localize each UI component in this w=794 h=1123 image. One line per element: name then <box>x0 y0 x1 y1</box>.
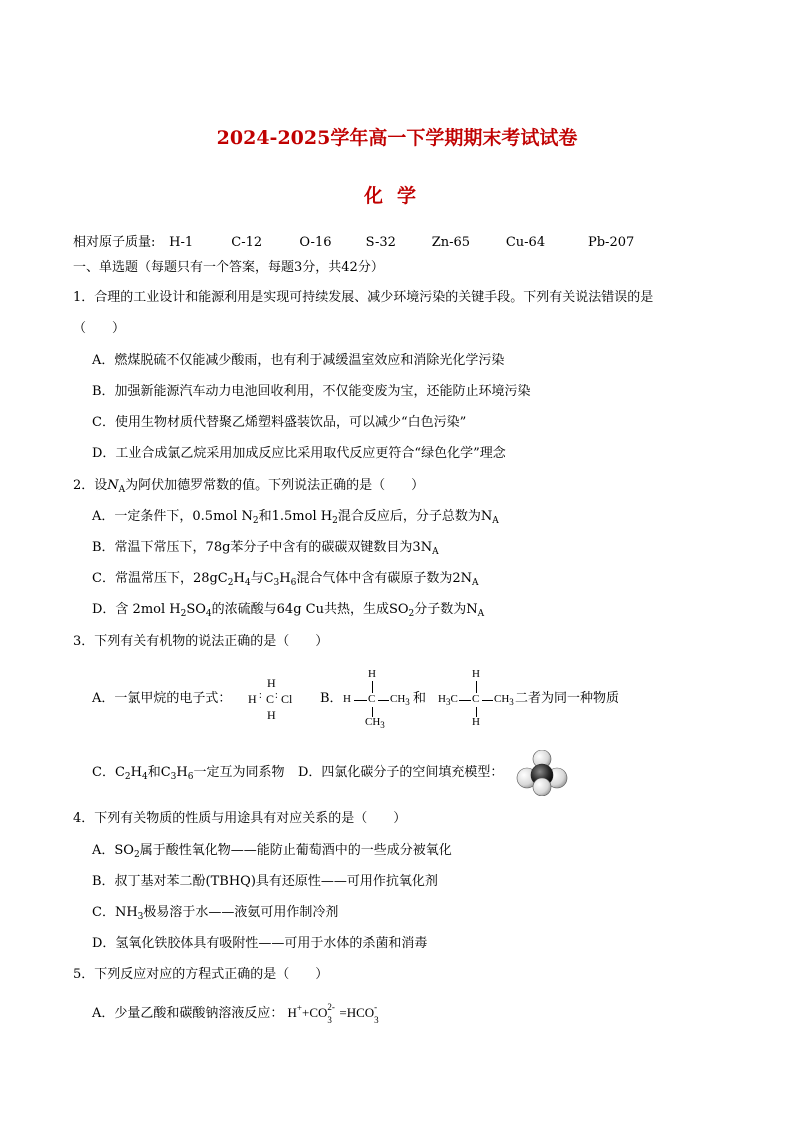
mass-item: Cu-64 <box>505 235 546 250</box>
q5-option-a <box>92 999 382 1023</box>
atom: C <box>368 693 376 705</box>
text: 分子数为N <box>414 602 478 617</box>
question-3-stem: 3．下列有关有机物的说法正确的是（ ） <box>73 634 329 649</box>
text: A．少量乙酸和碳酸钠溶液反应： <box>92 1006 284 1021</box>
structural-formula-2 <box>438 668 518 730</box>
bond <box>482 700 493 701</box>
q2-pre: 2．设 <box>73 478 108 493</box>
atom-cl: Cl <box>281 692 293 706</box>
text: A．SO <box>92 843 134 858</box>
mass-item: S-32 <box>365 235 396 250</box>
text: 和C <box>147 765 171 780</box>
q3-option-a-label: A．一氯甲烷的电子式： <box>92 691 232 706</box>
bond <box>372 681 373 693</box>
sub-sup-stack <box>327 1002 339 1025</box>
q3-option-b-tail: 二者为同一种物质 <box>515 691 620 706</box>
text: C．常温常压下，28gC <box>92 571 228 586</box>
sub-sup-stack <box>374 1002 382 1025</box>
subscript: 3 <box>170 772 177 782</box>
text: H <box>233 571 245 586</box>
q2-option-c <box>92 570 479 592</box>
space-filling-model-image <box>516 750 568 796</box>
subscript: A <box>492 516 499 526</box>
bond <box>459 700 471 701</box>
group-h3c: $H_3C$ <box>438 693 458 707</box>
subscript: A <box>432 547 439 557</box>
subscript: 2 <box>408 609 415 619</box>
q3-option-b-label: B． <box>320 691 343 706</box>
mass-item: H-1 <box>169 235 194 250</box>
answer-paren: （ ） <box>73 321 126 336</box>
group-ch3: $CH_3$ <box>390 693 410 707</box>
question-4-stem: 4．下列有关物质的性质与用途具有对应关系的是（ ） <box>73 811 407 826</box>
bond <box>378 700 389 701</box>
text: H <box>130 765 142 780</box>
q2-option-a <box>92 508 499 530</box>
text: 极易溶于水——液氨可用作制冷剂 <box>143 905 339 920</box>
atom-c: C <box>266 692 275 706</box>
atom: H <box>472 668 480 680</box>
subscript: 3 <box>273 578 280 588</box>
question-2-stem <box>73 477 424 499</box>
subject-title: 化学 <box>363 185 430 207</box>
text: 混合气体中含有碳原子数为2N <box>296 571 472 586</box>
mass-item: Pb-207 <box>587 235 635 250</box>
q2-option-b <box>92 539 439 561</box>
atom-h: H <box>267 676 276 690</box>
atom-h: H <box>248 692 257 706</box>
text: H <box>176 765 188 780</box>
question-5-stem: 5．下列反应对应的方程式正确的是（ ） <box>73 967 329 982</box>
q4-option-c <box>92 904 338 926</box>
q2-post: 为阿伏加德罗常数的值。下列说法正确的是（ ） <box>125 478 425 493</box>
section-heading: 一、单选题（每题只有一个答案，每题3分，共42分） <box>73 260 384 275</box>
subscript: 2 <box>133 850 140 860</box>
text: D．含 2mol H <box>92 602 181 617</box>
text: C．C <box>92 765 125 780</box>
subscript: 2 <box>227 578 234 588</box>
atom: H <box>343 693 351 705</box>
subscript: 4 <box>141 772 148 782</box>
atomic-masses <box>73 234 634 252</box>
subscript: A <box>472 578 479 588</box>
structural-formula-1 <box>343 668 413 730</box>
subscript: 2 <box>332 516 338 526</box>
superscript: + <box>296 1003 302 1013</box>
q1-option-b: B．加强新能源汽车动力电池回收利用，不仅能变废为宝，还能防止环境污染 <box>92 384 531 399</box>
text: 一定互为同系物 <box>193 765 285 780</box>
subscript: 2 <box>252 516 259 526</box>
bond <box>476 681 477 693</box>
na-sub: A <box>118 485 126 495</box>
masses-label: 相对原子质量: <box>73 235 156 250</box>
text: 与C <box>250 571 274 586</box>
subscript: A <box>477 609 485 619</box>
atom-h: H <box>267 708 276 722</box>
text: =HCO <box>339 1005 375 1020</box>
text: SO <box>186 602 206 617</box>
text: A．一定条件下，0.5mol N <box>92 509 253 524</box>
text: H <box>287 1005 297 1020</box>
group-ch3: $CH_3$ <box>494 693 514 707</box>
q1-option-c: C．使用生物材质代替聚乙烯塑料盛装饮品，可以减少“白色污染” <box>92 415 467 430</box>
subscript: 3 <box>327 1015 332 1025</box>
superscript: 2- <box>327 1002 335 1012</box>
atom: H <box>368 668 376 680</box>
text: 的浓硫酸与64g Cu共热，生成SO <box>211 602 409 617</box>
subscript: 6 <box>290 578 297 588</box>
group-ch3: $CH_3$ <box>365 716 385 730</box>
mass-item: Zn-65 <box>431 235 471 250</box>
bond <box>354 700 367 701</box>
subscript: 3 <box>374 1015 379 1025</box>
text: 和1.5mol H <box>258 509 333 524</box>
subscript: 3 <box>137 912 144 922</box>
q4-option-d: D．氢氧化铁胶体具有吸附性——可用于水体的杀菌和消毒 <box>92 936 428 951</box>
subscript: 6 <box>187 772 194 782</box>
subscript: 2 <box>180 609 187 619</box>
q4-option-a <box>92 842 452 864</box>
text: B．常温下常压下，78g苯分子中含有的碳碳双键数目为3N <box>92 540 433 555</box>
atom: H <box>472 716 480 728</box>
mass-item: C-12 <box>231 235 263 250</box>
subscript: 2 <box>124 772 131 782</box>
q3-option-d: D．四氯化碳分子的空间填充模型： <box>298 765 504 780</box>
text: H <box>279 571 291 586</box>
electron-formula <box>244 676 304 724</box>
na-symbol: N <box>107 478 119 493</box>
text: 属于酸性氧化物——能防止葡萄酒中的一些成分被氧化 <box>139 843 452 858</box>
mass-item: O-16 <box>299 235 332 250</box>
q4-option-b: B．叔丁基对苯二酚(TBHQ)具有还原性——可用作抗氧化剂 <box>92 874 438 889</box>
superscript: - <box>374 1002 378 1012</box>
q1-option-a: A．燃煤脱硫不仅能减少酸雨，也有利于减缓温室效应和消除光化学污染 <box>92 353 505 368</box>
electron-pair: : <box>275 690 278 701</box>
q3-option-c <box>92 764 285 786</box>
q1-option-d: D．工业合成氯乙烷采用加成反应比采用取代反应更符合“绿色化学”理念 <box>92 446 506 461</box>
atom: C <box>472 693 480 705</box>
subscript: 4 <box>244 578 251 588</box>
text: C．NH <box>92 905 138 920</box>
electron-pair: : <box>259 690 262 701</box>
question-1-stem: 1．合理的工业设计和能源利用是实现可持续发展、减少环境污染的关键手段。下列有关说法错误的是 <box>73 290 654 305</box>
text: 混合反应后，分子总数为N <box>337 509 493 524</box>
q2-option-d <box>92 601 484 623</box>
text: +CO <box>302 1005 328 1020</box>
exam-title: 2024-2025学年高一下学期期末考试试卷 <box>216 127 578 149</box>
subscript: 4 <box>205 609 212 619</box>
and-text: 和 <box>413 691 427 706</box>
equation <box>287 1002 383 1025</box>
